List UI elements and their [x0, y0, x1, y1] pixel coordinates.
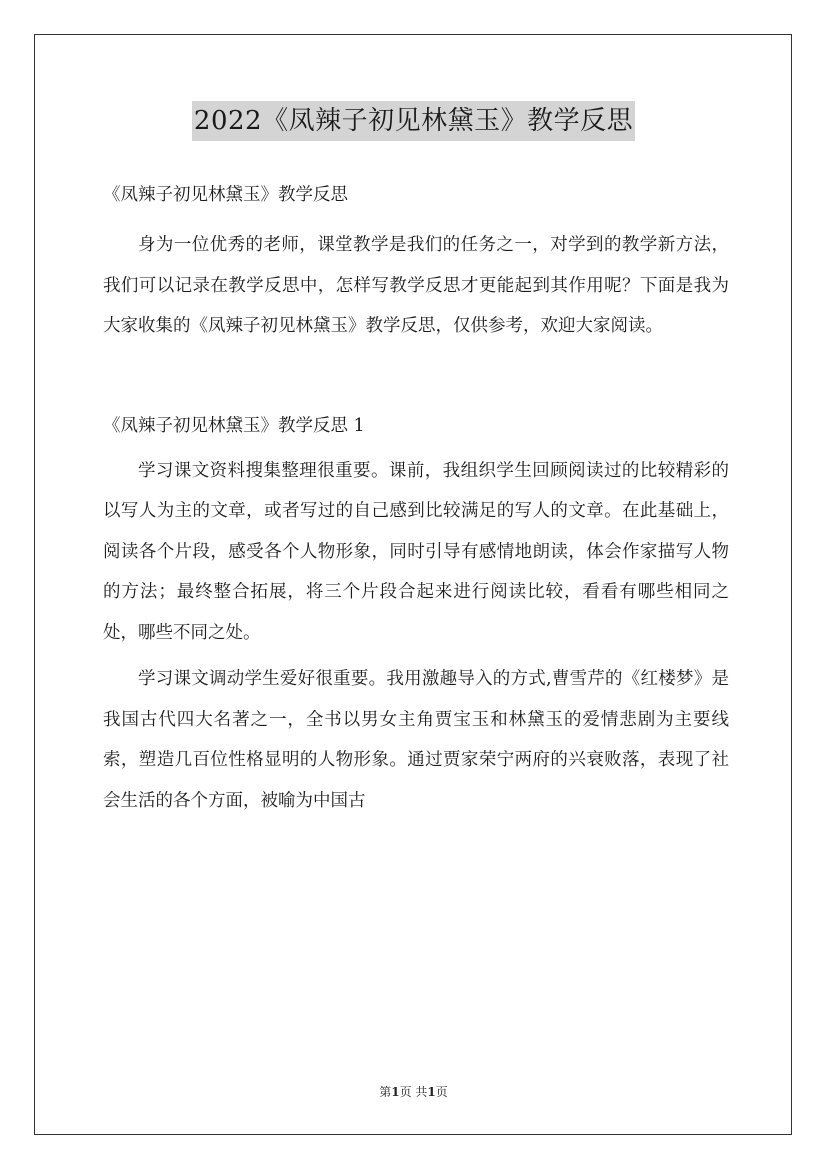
section-1-heading: 《凤辣子初见林黛玉》教学反思 1	[103, 415, 365, 436]
footer-total-pages: 1	[427, 1085, 436, 1099]
footer-prefix: 第	[379, 1085, 392, 1099]
section-1-paragraph-1: 学习课文资料搜集整理很重要。课前，我组织学生回顾阅读过的比较精彩的以写人为主的文章，或者写过的自己感到比较满足的写人的文章。在此基础上，阅读各个片段，感受各个人物形象，同时引导有感情地朗读，体会作家描写人物的方法；最终整合拓展，将三个片段合起来进行阅读比较，看看有哪些相同之处，哪些不同之处。	[103, 460, 729, 643]
section-spacer	[103, 347, 729, 406]
title-container	[0, 101, 827, 141]
footer-suffix: 页	[435, 1085, 448, 1099]
document-title: 2022《凤辣子初见林黛玉》教学反思	[192, 101, 635, 141]
footer-mid: 页 共	[399, 1085, 428, 1099]
footer-current-page: 1	[391, 1085, 400, 1099]
document-body	[103, 175, 729, 821]
intro-heading: 《凤辣子初见林黛玉》教学反思	[103, 185, 348, 205]
intro-paragraph: 身为一位优秀的老师，课堂教学是我们的任务之一，对学到的教学新方法，我们可以记录在教学反思中，怎样写教学反思才更能起到其作用呢？下面是我为大家收集的《凤辣子初见林黛玉》教学反思，仅供参考，欢迎大家阅读。	[103, 235, 729, 336]
section-1-paragraph-2: 学习课文调动学生爱好很重要。我用激趣导入的方式,曹雪芹的《红楼梦》是我国古代四大名著之一，全书以男女主角贾宝玉和林黛玉的爱情悲剧为主要线索，塑造几百位性格显明的人物形象。通过贾家荣宁两府的兴衰败落，表现了社会生活的各个方面，被喻为中国古	[103, 669, 729, 811]
page-footer	[0, 1083, 827, 1101]
